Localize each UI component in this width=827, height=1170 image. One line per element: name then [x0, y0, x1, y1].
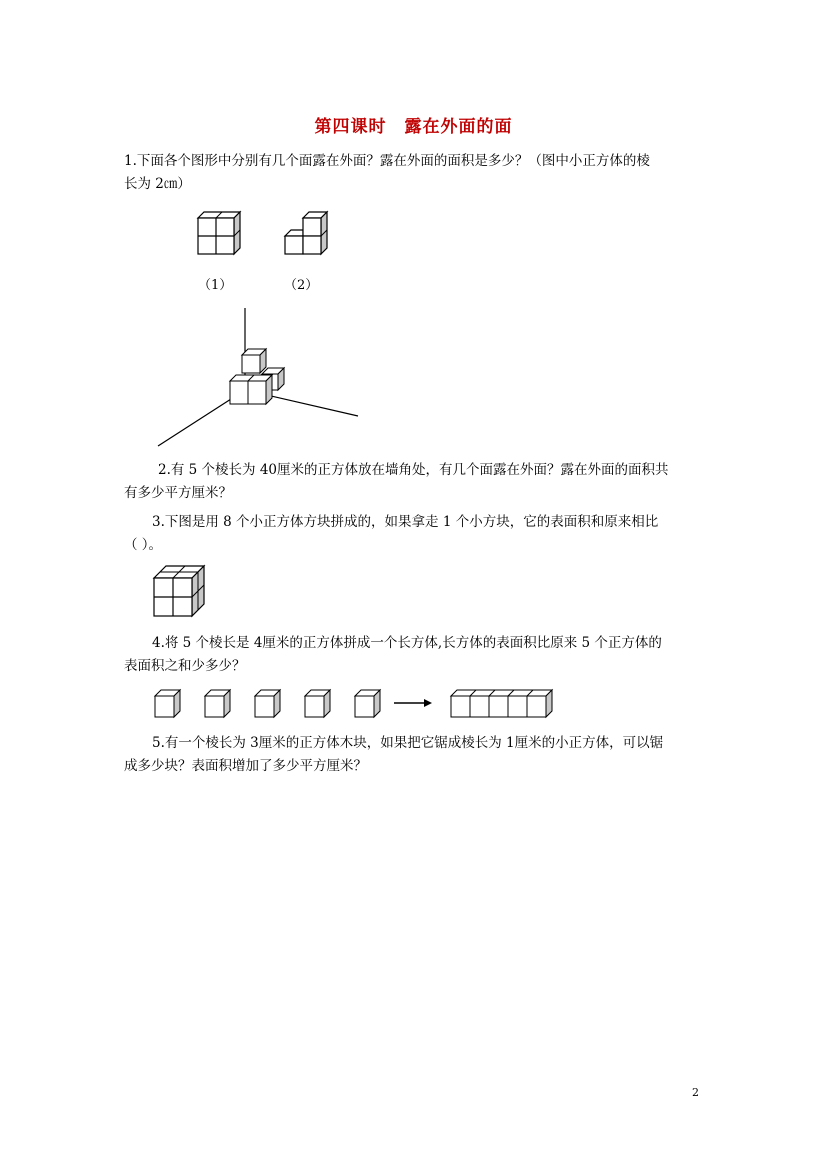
question-1-line-1: 1.下面各个图形中分别有几个面露在外面？露在外面的面积是多少？（图中小正方体的棱	[124, 153, 650, 169]
question-3	[124, 511, 658, 557]
question-1	[124, 150, 650, 196]
question-2	[124, 459, 669, 505]
figure-2-label: （2）	[284, 278, 319, 293]
question-4	[124, 632, 662, 678]
question-5-line-1: 5.有一个棱长为 3厘米的正方体木块，如果把它锯成棱长为 1厘米的小正方体，可以锯	[152, 735, 664, 751]
question-4-line-1: 4.将 5 个棱长是 4厘米的正方体拼成一个长方体,长方体的表面积比原来 5 个正方体的	[152, 635, 662, 651]
question-4-line-2: 表面积之和少多少？	[124, 658, 246, 674]
question-3-line-2: （ ）。	[124, 537, 163, 553]
question-2-line-2: 有多少平方厘米？	[124, 485, 232, 501]
corner-cube-top	[242, 349, 266, 373]
wall-corner-figure	[150, 300, 365, 450]
question-5	[124, 732, 663, 778]
corner-cube-front-row	[230, 375, 272, 404]
joined-cuboid	[451, 690, 552, 717]
single-cube	[205, 690, 230, 717]
single-cube	[155, 690, 180, 717]
figure-4-cubes-to-cuboid	[150, 686, 560, 722]
page-number: 2	[692, 1086, 699, 1099]
single-cube	[255, 690, 280, 717]
figure-1-cube-block	[196, 210, 246, 260]
right-arrow-icon	[394, 699, 432, 707]
figure-2-cube-block	[283, 210, 333, 260]
figure-1-label: （1）	[198, 278, 233, 293]
question-5-line-2: 成多少块？表面积增加了多少平方厘米？	[124, 758, 367, 774]
question-3-line-1: 3.下图是用 8 个小正方体方块拼成的，如果拿走 1 个小方块，它的表面积和原来相比	[152, 514, 659, 530]
figure-3-cube-block	[152, 564, 208, 620]
question-2-line-1: 2.有 5 个棱长为 40厘米的正方体放在墙角处，有几个面露在外面？露在外面的面积共	[158, 462, 669, 478]
page-title: 第四课时 露在外面的面	[314, 117, 513, 137]
question-1-line-2: 长为 2㎝）	[124, 176, 191, 192]
single-cube	[355, 690, 380, 717]
single-cube	[305, 690, 330, 717]
